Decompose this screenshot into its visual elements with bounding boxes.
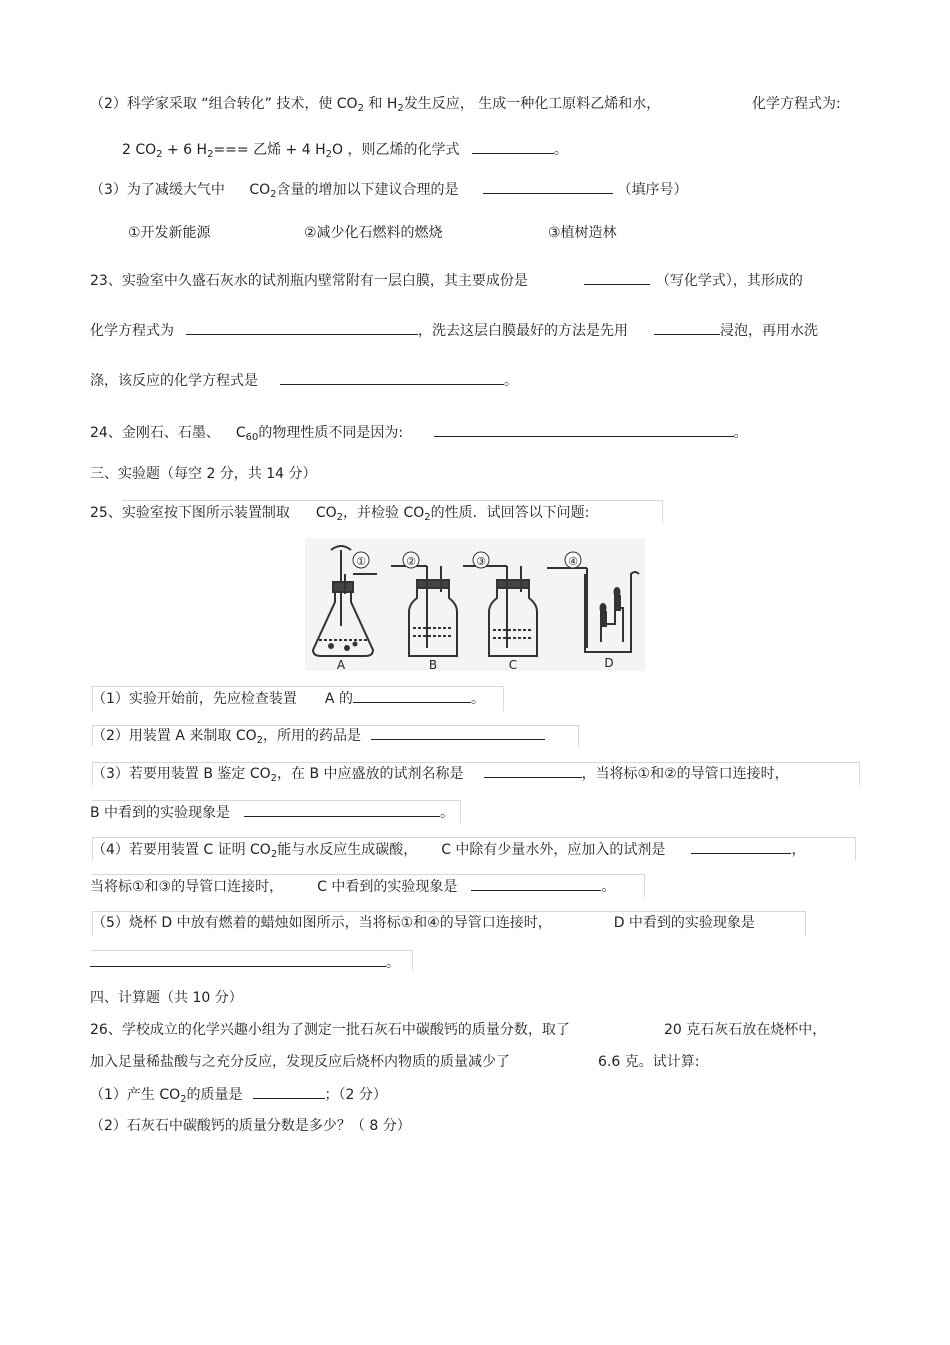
answer-blank[interactable]	[584, 270, 650, 285]
q26-text: 加入足量稀盐酸与之充分反应，发现反应后烧杯内物质的质量减少了	[90, 1054, 510, 1070]
q23-text: 23、实验室中久盛石灰水的试剂瓶内壁常附有一层白膜，其主要成份是	[90, 273, 528, 289]
subscript: 2	[397, 103, 404, 114]
q26-text: （1）产生 CO	[90, 1087, 181, 1103]
punct: 。	[553, 142, 568, 158]
label-A: A	[336, 658, 346, 671]
q25-text: 当将标①和③的导管口连接时，	[90, 879, 284, 895]
q25-text: 的性质．试回答以下问题:	[430, 505, 590, 521]
q24-line	[90, 422, 748, 443]
section-4-heading: 四、计算题（共 10 分）	[90, 990, 243, 1006]
q22-text: （2）科学家采取 “组合转化” 技术，使 CO	[90, 96, 358, 112]
answer-blank[interactable]	[371, 725, 545, 740]
answer-blank[interactable]	[471, 876, 601, 891]
subscript: 2	[336, 512, 343, 523]
q25-text: D 中看到的实验现象是	[613, 915, 755, 931]
punct: 。	[733, 425, 748, 441]
subscript: 2	[424, 512, 431, 523]
q22-text: CO	[249, 182, 271, 198]
q25-s3-line2	[90, 802, 454, 823]
answer-blank[interactable]	[484, 763, 582, 778]
subscript: 2	[325, 149, 332, 160]
equation-text: O ，则乙烯的化学式	[331, 142, 460, 158]
q26-text: ；（2 分）	[324, 1087, 387, 1103]
q25-intro	[90, 503, 589, 523]
q26-line1	[90, 1020, 570, 1040]
q23-text: 浸泡，再用水洗	[720, 323, 818, 339]
subscript: 60	[245, 432, 259, 443]
q25-s4-line2	[90, 876, 615, 897]
q26-text: 26、学校成立的化学兴趣小组为了测定一批石灰石中碳酸钙的质量分数，取了	[90, 1022, 570, 1038]
q25-text: 能与水反应生成碳酸，	[277, 842, 418, 858]
q25-text: ，并检验 CO	[343, 505, 425, 521]
answer-blank[interactable]	[90, 952, 386, 967]
label-4: ④	[568, 555, 578, 568]
q22-part3-line	[90, 179, 687, 200]
answer-blank[interactable]	[691, 839, 791, 854]
answer-blank[interactable]	[472, 139, 554, 154]
label-C: C	[508, 658, 518, 671]
q25-text: CO	[315, 505, 337, 521]
subscript: 2	[270, 849, 278, 860]
subscript: 2	[270, 189, 277, 200]
label-3: ③	[476, 555, 486, 568]
punct: 。	[601, 879, 616, 895]
apparatus-figure	[305, 538, 645, 671]
q24-text: 24、金刚石、石墨、	[90, 425, 220, 441]
q25-text: （1）实验开始前，先应检查装置	[92, 691, 297, 707]
q23-line2	[90, 320, 818, 341]
subscript: 2	[270, 773, 278, 784]
punct: 。	[504, 373, 518, 389]
q25-s5-line1	[92, 913, 755, 933]
q25-text: ，在 B 中应盛放的试剂名称是	[277, 766, 464, 782]
q25-text: C 中看到的实验现象是	[317, 879, 458, 895]
q22-part2-line	[90, 94, 660, 114]
equation-text: 2 CO	[122, 142, 157, 158]
q25-text: 25、实验室按下图所示装置制取	[90, 505, 290, 521]
q26-line1-tail	[664, 1020, 826, 1040]
q22-text: 化学方程式为:	[752, 96, 841, 112]
punct: 。	[470, 691, 485, 707]
label-1: ①	[356, 555, 366, 568]
q22-equation-line	[122, 139, 568, 160]
subscript: 2	[156, 149, 163, 160]
q22-text: 含量的增加以下建议合理的是	[276, 182, 459, 198]
q22-option-1: ①开发新能源	[128, 225, 211, 241]
label-D: D	[604, 656, 614, 670]
q25-text: ，所用的药品是	[263, 728, 362, 744]
punct: ，	[791, 842, 806, 858]
q23-text: 化学方程式为	[90, 323, 174, 339]
label-2: ②	[406, 555, 416, 568]
q25-text: ，当将标①和②的导管口连接时，	[581, 766, 789, 782]
q25-text: （2）用装置 A 来制取 CO	[92, 728, 257, 744]
q23-line1	[90, 270, 803, 291]
subscript: 2	[207, 149, 214, 160]
q26-line2-tail	[598, 1052, 699, 1072]
label-B: B	[428, 658, 438, 671]
q23-text: ，洗去这层白膜最好的方法是先用	[418, 323, 628, 339]
subscript: 2	[357, 103, 364, 114]
equation-text: + 6 H	[166, 142, 208, 158]
q22-text: （3）为了减缓大气中	[90, 182, 225, 198]
punct: 。	[440, 805, 455, 821]
answer-blank[interactable]	[483, 179, 613, 194]
answer-blank[interactable]	[186, 320, 418, 335]
q25-text: （4）若要用装置 C 证明 CO	[92, 842, 271, 858]
q26-text: 6.6 克。试计算:	[598, 1054, 700, 1070]
q25-text: C 中除有少量水外，应加入的试剂是	[441, 842, 666, 858]
q22-text: 发生反应， 生成一种化工原料乙烯和水，	[403, 96, 661, 112]
answer-blank[interactable]	[253, 1084, 325, 1099]
subscript: 2	[180, 1094, 187, 1105]
q25-s4-line1	[92, 839, 805, 860]
q23-text: （写化学式），其形成的	[655, 273, 803, 289]
q22-text: （填序号）	[617, 182, 688, 198]
answer-blank[interactable]	[654, 320, 720, 335]
q25-s1	[92, 688, 485, 709]
q25-s2	[92, 725, 545, 746]
q26-line2	[90, 1052, 510, 1072]
answer-blank[interactable]	[353, 688, 471, 703]
q25-text: A 的	[324, 691, 353, 707]
section-3-heading: 三、实验题（每空 2 分，共 14 分）	[90, 466, 317, 482]
equation-text: === 乙烯 + 4 H	[213, 142, 326, 158]
q23-text: 涤，该反应的化学方程式是	[90, 373, 258, 389]
q25-s5-line2	[90, 952, 400, 973]
q22-part2-tail	[752, 94, 841, 114]
q25-text: B 中看到的实验现象是	[90, 805, 231, 821]
q22-option-2: ②减少化石燃料的燃烧	[304, 225, 443, 241]
q22-option-3: ③植树造林	[548, 225, 617, 241]
punct: 。	[386, 955, 400, 971]
answer-blank[interactable]	[244, 802, 440, 817]
subscript: 2	[256, 735, 264, 746]
q25-s3-line1	[92, 763, 789, 784]
q22-text: 和 H	[368, 96, 398, 112]
answer-blank[interactable]	[434, 422, 734, 437]
q25-text: （3）若要用装置 B 鉴定 CO	[92, 766, 271, 782]
q26-text: 20 克石灰石放在烧杯中，	[664, 1022, 827, 1038]
q26-text: 的质量是	[186, 1087, 243, 1103]
answer-blank[interactable]	[280, 370, 504, 385]
q24-text: C	[235, 425, 246, 441]
q26-part2: （2）石灰石中碳酸钙的质量分数是多少？（ 8 分）	[90, 1118, 411, 1134]
q25-text: （5）烧杯 D 中放有燃着的蜡烛如图所示，当将标①和④的导管口连接时，	[92, 915, 552, 931]
q24-text: 的物理性质不同是因为:	[258, 425, 404, 441]
q26-part1	[90, 1084, 387, 1105]
q23-line3	[90, 370, 518, 391]
